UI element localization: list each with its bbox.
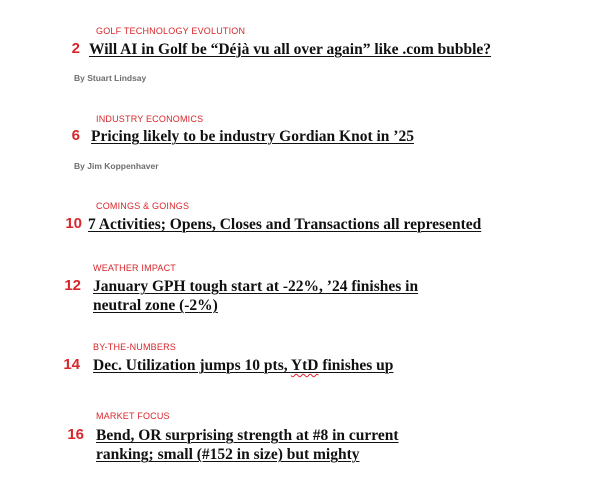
page-number: 14 <box>63 356 80 373</box>
title-text: Dec. Utilization jumps 10 pts, <box>93 357 291 374</box>
article-title-link[interactable]: Will AI in Golf be “Déjà vu all over again” like .com bubble? <box>89 41 492 58</box>
title-line: Bend, OR surprising strength at #8 in current <box>96 427 399 444</box>
page-number: 16 <box>67 426 84 443</box>
page-number: 2 <box>71 40 80 57</box>
article-title-link[interactable]: 7 Activities; Opens, Closes and Transactions all represented <box>88 216 482 233</box>
category-label: MARKET FOCUS <box>96 411 170 421</box>
article-title-link[interactable] <box>93 277 418 315</box>
title-line: ranking; small (#152 in size) but mighty <box>96 446 360 463</box>
article-title-link[interactable] <box>93 356 393 375</box>
page-number: 12 <box>64 277 81 294</box>
spellcheck-word: YtD <box>290 357 319 374</box>
page-number: 10 <box>65 215 82 232</box>
page-number: 6 <box>71 127 80 144</box>
category-label: INDUSTRY ECONOMICS <box>96 114 204 124</box>
article-title-link[interactable] <box>96 426 399 464</box>
category-label: WEATHER IMPACT <box>93 263 176 273</box>
title-line: neutral zone (-2%) <box>93 297 218 314</box>
article-title-link[interactable]: Pricing likely to be industry Gordian Knot in ’25 <box>91 128 414 145</box>
category-label: COMINGS & GOINGS <box>96 201 190 211</box>
title-line: January GPH tough start at -22%, ’24 finishes in <box>93 278 419 295</box>
category-label: BY-THE-NUMBERS <box>93 342 176 352</box>
byline: By Stuart Lindsay <box>74 73 147 83</box>
title-text: finishes up <box>318 357 394 374</box>
category-label: GOLF TECHNOLOGY EVOLUTION <box>96 26 246 36</box>
byline: By Jim Koppenhaver <box>74 161 159 171</box>
